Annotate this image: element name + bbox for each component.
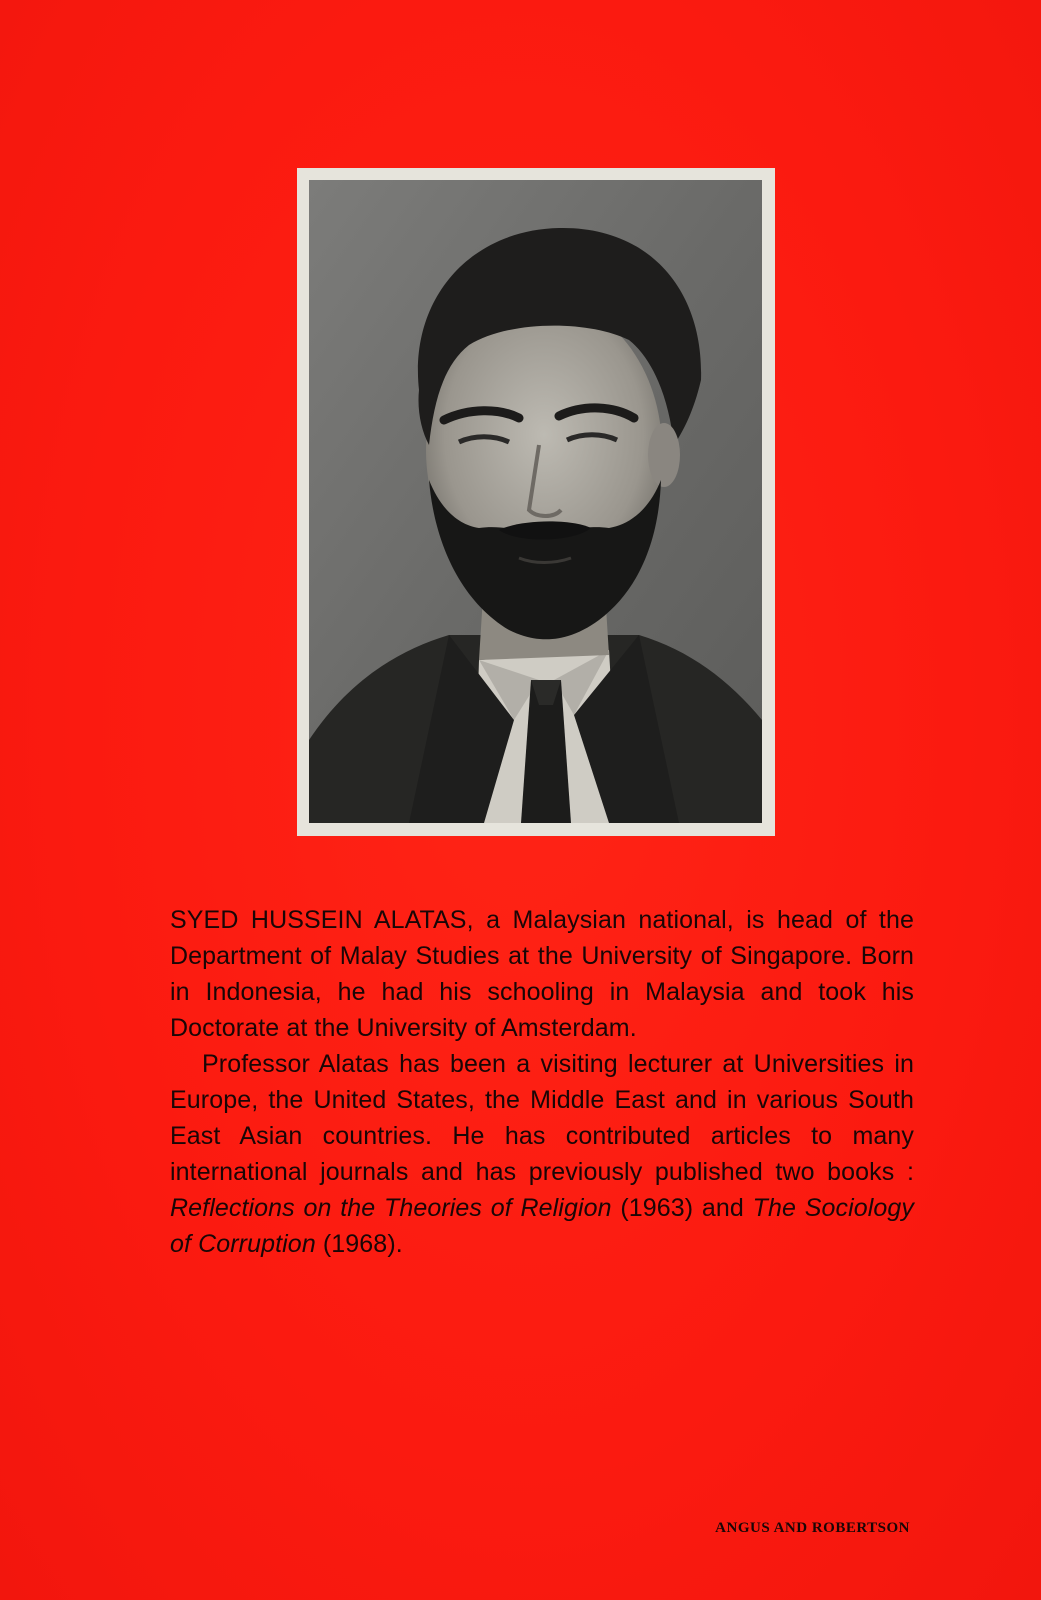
author-photo-frame xyxy=(297,168,775,836)
publisher-imprint: ANGUS AND ROBERTSON xyxy=(715,1520,910,1536)
author-portrait-icon xyxy=(309,180,762,823)
book-year-1968: (1968). xyxy=(315,1230,403,1258)
bio-paragraph-2 xyxy=(170,1046,914,1262)
book-title-reflections: Reflections on the Theories of Religion xyxy=(170,1194,612,1222)
book-year-1963: (1963) and xyxy=(611,1194,753,1222)
bio-paragraph-2-text: Professor Alatas has been a visiting lecturer at Universities in Europe, the United States, the Middle East and in various South East Asian countries. He has contributed articles to many international journals and has previously published two books : xyxy=(170,1050,914,1186)
bio-paragraph-1: SYED HUSSEIN ALATAS, a Malaysian national, is head of the Department of Malay Studies at the University of Singapore. Born in Indonesia, he had his schooling in Malaysia and took his Doctorate at the University of Amsterdam. xyxy=(170,906,914,1042)
book-title-sociology: The Sociology of Corruption xyxy=(170,1194,914,1258)
author-biography xyxy=(170,902,914,1262)
